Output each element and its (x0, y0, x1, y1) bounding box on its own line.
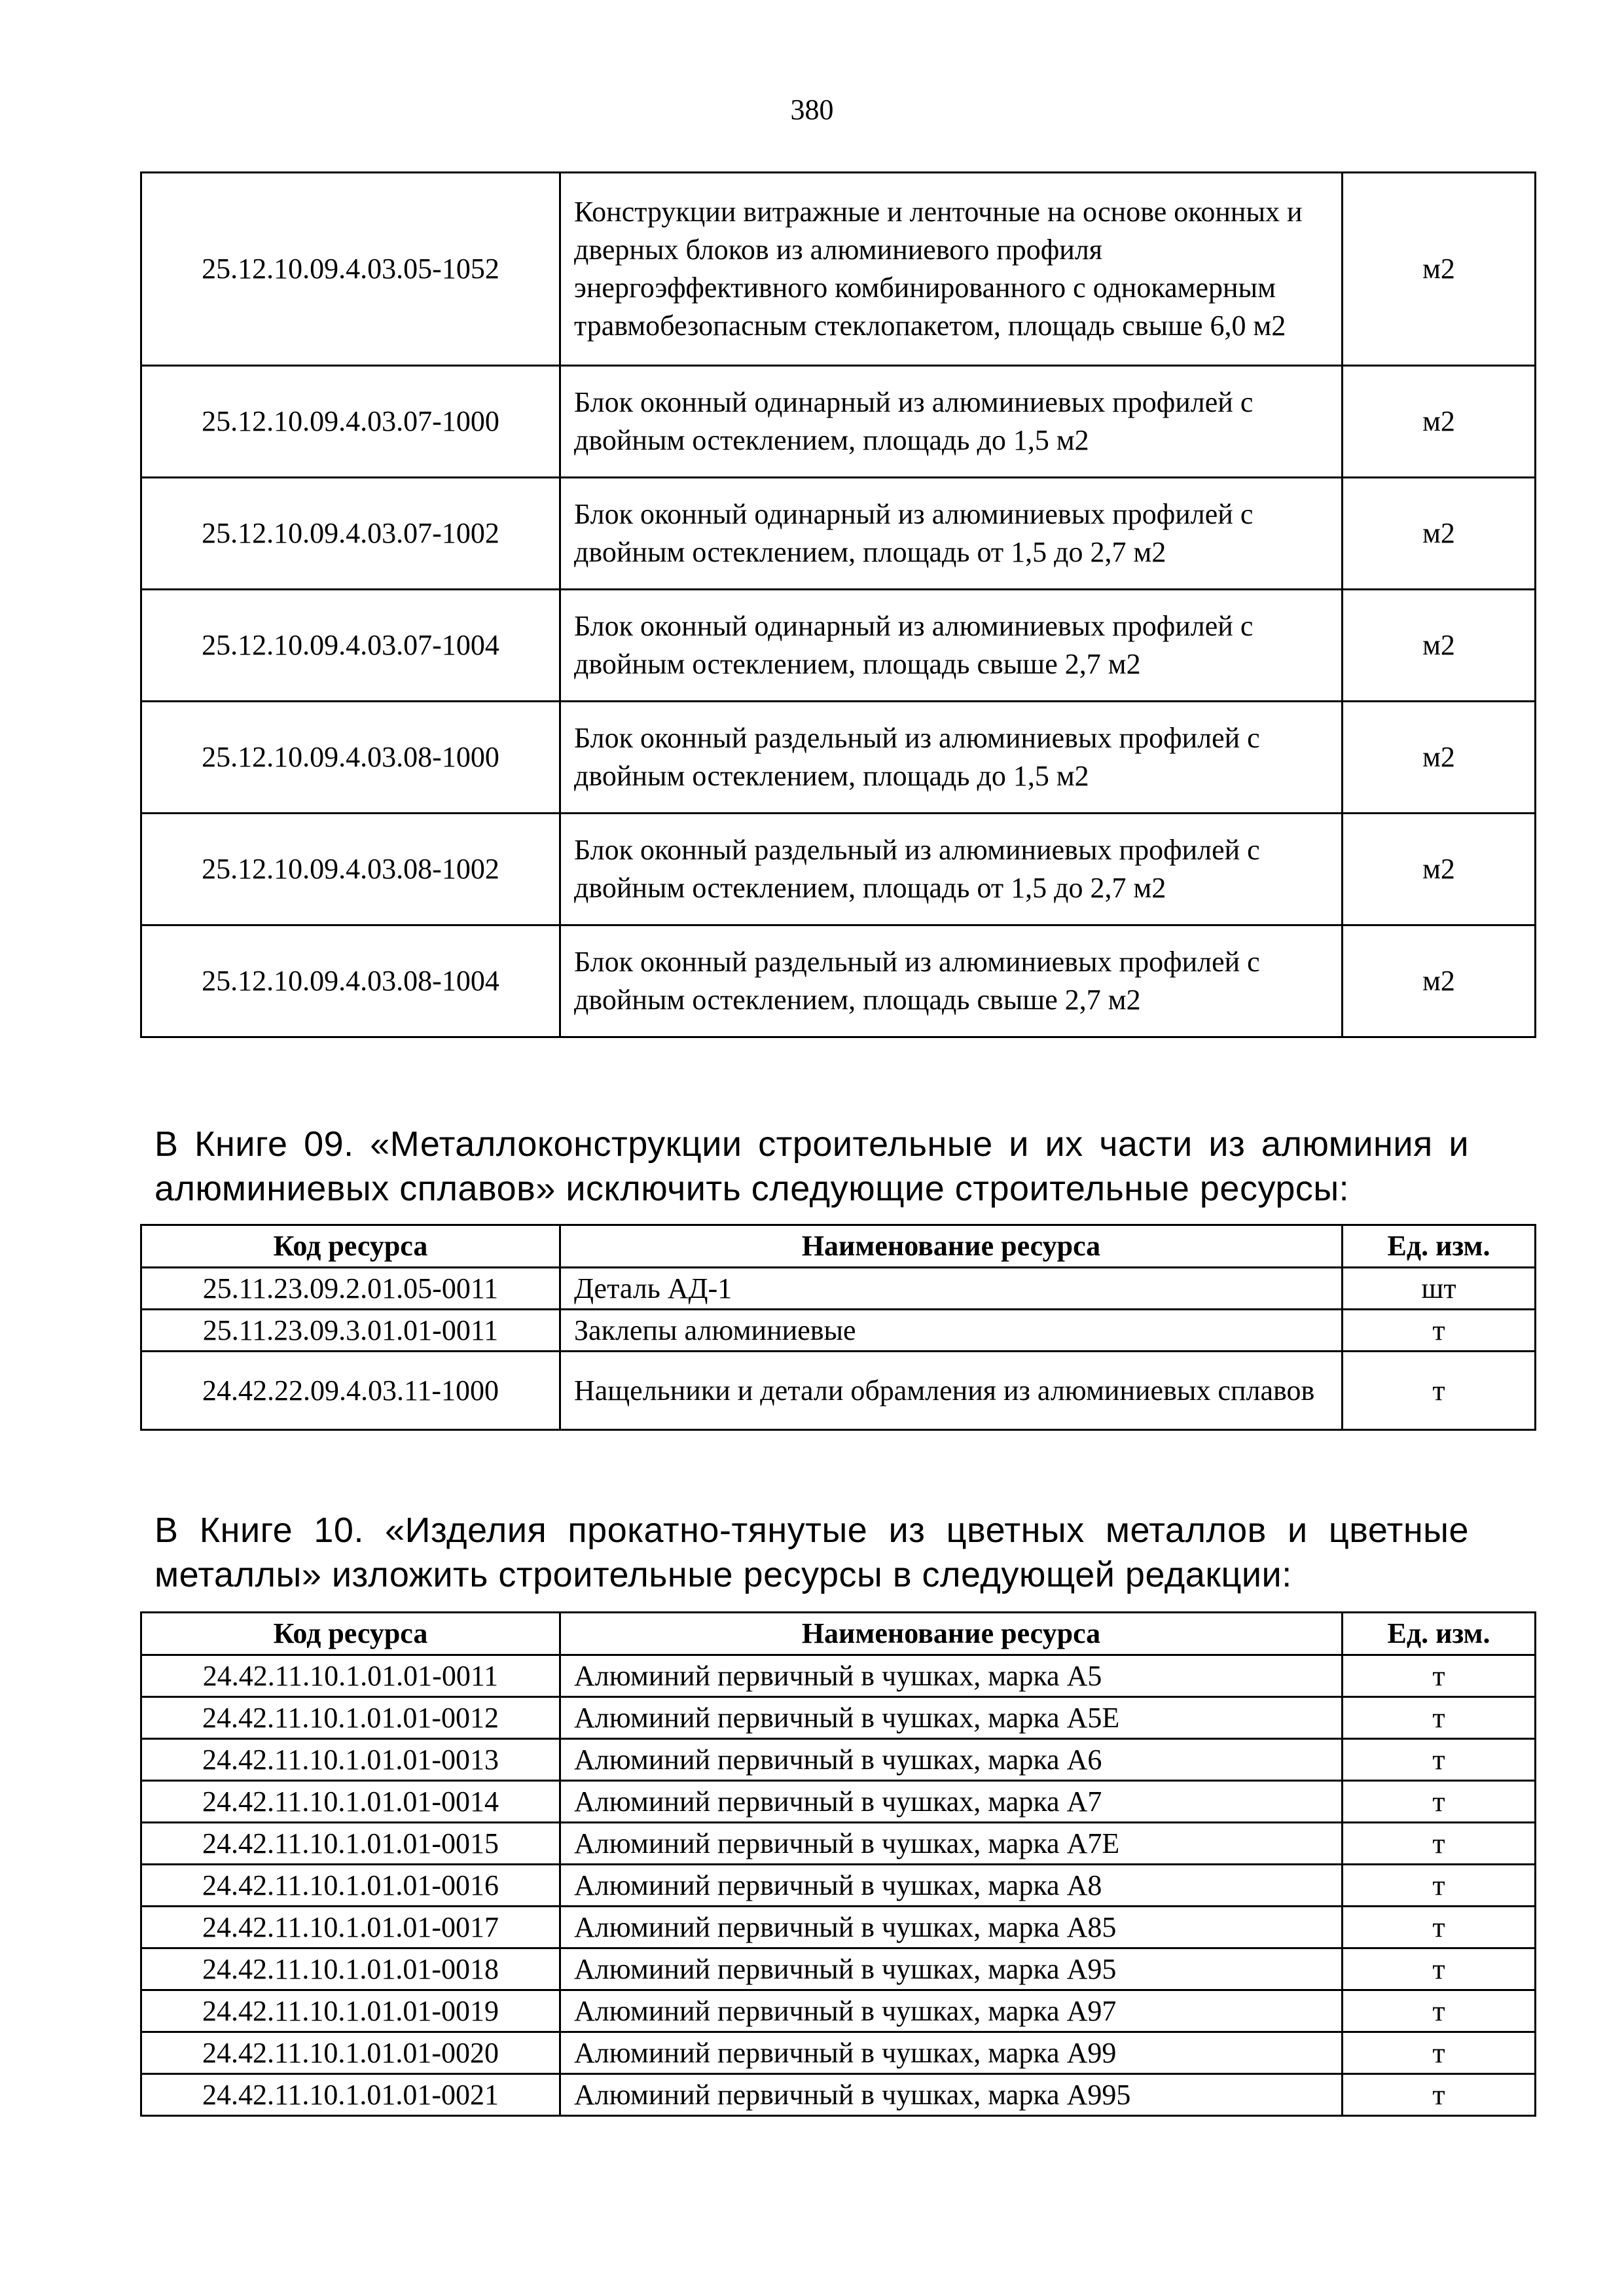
resource-unit: т (1343, 1823, 1536, 1865)
resource-code: 24.42.11.10.1.01.01-0016 (141, 1865, 560, 1907)
resource-code: 25.12.10.09.4.03.08-1002 (141, 814, 560, 925)
book-10-paragraph: В Книге 10. «Изделия прокатно-тянутые из цветных металлов и цветные металлы» изложить строительные ресурсы в следующей редакции: (154, 1511, 1469, 1594)
resource-code: 25.12.10.09.4.03.07-1000 (141, 366, 560, 478)
resource-name: Нащельники и детали обрамления из алюминиевых сплавов (560, 1352, 1343, 1430)
resource-name: Алюминий первичный в чушках, марка А995 (560, 2074, 1343, 2116)
resource-code: 24.42.11.10.1.01.01-0013 (141, 1739, 560, 1781)
resource-name: Блок оконный раздельный из алюминиевых профилей с двойным остеклением, площадь до 1,5 м2 (560, 702, 1343, 814)
table-row (141, 1697, 1536, 1739)
resource-unit: т (1343, 2032, 1536, 2074)
resource-name: Блок оконный одинарный из алюминиевых профилей с двойным остеклением, площадь от 1,5 до 2,7 м2 (560, 478, 1343, 590)
column-header-code: Код ресурса (141, 1225, 560, 1268)
table-row (141, 2032, 1536, 2074)
resource-name: Алюминий первичный в чушках, марка А8 (560, 1865, 1343, 1907)
column-header-code: Код ресурса (141, 1613, 560, 1655)
resource-unit: м2 (1343, 702, 1536, 814)
resource-unit: т (1343, 1990, 1536, 2032)
table-row (141, 1655, 1536, 1697)
resource-code: 24.42.11.10.1.01.01-0018 (141, 1948, 560, 1990)
resource-unit: т (1343, 1655, 1536, 1697)
resource-unit: т (1343, 2074, 1536, 2116)
resource-name: Деталь АД-1 (560, 1268, 1343, 1310)
column-header-unit: Ед. изм. (1343, 1225, 1536, 1268)
resource-unit: м2 (1343, 173, 1536, 366)
table-row (141, 1781, 1536, 1823)
resource-unit: т (1343, 1781, 1536, 1823)
resource-name: Блок оконный раздельный из алюминиевых профилей с двойным остеклением, площадь от 1,5 до 2,7 м2 (560, 814, 1343, 925)
book-09-paragraph: В Книге 09. «Металлоконструкции строительные и их части из алюминия и алюминиевых сплавов» исключить следующие строительные ресурсы: (154, 1124, 1469, 1208)
excluded-resources-table (140, 1224, 1536, 1431)
resource-unit: т (1343, 1697, 1536, 1739)
table-row (141, 1352, 1536, 1430)
resource-unit: м2 (1343, 478, 1536, 590)
table-row (141, 2074, 1536, 2116)
table-row (141, 1310, 1536, 1352)
resource-code: 25.11.23.09.3.01.01-0011 (141, 1310, 560, 1352)
table-row (141, 366, 1536, 478)
resource-name: Алюминий первичный в чушках, марка А95 (560, 1948, 1343, 1990)
resource-code: 25.11.23.09.2.01.05-0011 (141, 1268, 560, 1310)
resource-code: 25.12.10.09.4.03.05-1052 (141, 173, 560, 366)
table-row (141, 925, 1536, 1037)
resource-unit: м2 (1343, 925, 1536, 1037)
resource-name: Алюминий первичный в чушках, марка А99 (560, 2032, 1343, 2074)
table-row (141, 702, 1536, 814)
resource-unit: м2 (1343, 366, 1536, 478)
column-header-name: Наименование ресурса (560, 1613, 1343, 1655)
resource-code: 24.42.11.10.1.01.01-0017 (141, 1907, 560, 1948)
resource-unit: м2 (1343, 590, 1536, 702)
table-row (141, 1268, 1536, 1310)
table-row (141, 478, 1536, 590)
table-row (141, 1990, 1536, 2032)
resources-table-continued (140, 171, 1536, 1038)
resource-code: 24.42.11.10.1.01.01-0019 (141, 1990, 560, 2032)
resource-unit: т (1343, 1352, 1536, 1430)
resource-name: Конструкции витражные и ленточные на основе оконных и дверных блоков из алюминиевого профиля энергоэффективного комбинированного с однокамерным травмобезопасным стеклопакетом, площадь свыше 6,0 м2 (560, 173, 1343, 366)
table-row (141, 814, 1536, 925)
page-number: 380 (790, 94, 834, 126)
resource-code: 25.12.10.09.4.03.07-1002 (141, 478, 560, 590)
table-row (141, 1823, 1536, 1865)
table-row (141, 1907, 1536, 1948)
resource-code: 24.42.11.10.1.01.01-0015 (141, 1823, 560, 1865)
resource-name: Блок оконный раздельный из алюминиевых профилей с двойным остеклением, площадь свыше 2,7 м2 (560, 925, 1343, 1037)
revised-resources-table (140, 1611, 1536, 2117)
resource-name: Блок оконный одинарный из алюминиевых профилей с двойным остеклением, площадь до 1,5 м2 (560, 366, 1343, 478)
resource-code: 24.42.11.10.1.01.01-0012 (141, 1697, 560, 1739)
resource-unit: т (1343, 1907, 1536, 1948)
resource-name: Алюминий первичный в чушках, марка А5 (560, 1655, 1343, 1697)
table-row (141, 1948, 1536, 1990)
resource-unit: т (1343, 1739, 1536, 1781)
resource-unit: шт (1343, 1268, 1536, 1310)
table-header-row (141, 1225, 1536, 1268)
column-header-name: Наименование ресурса (560, 1225, 1343, 1268)
resource-code: 24.42.22.09.4.03.11-1000 (141, 1352, 560, 1430)
resource-code: 25.12.10.09.4.03.08-1004 (141, 925, 560, 1037)
resource-name: Алюминий первичный в чушках, марка А5Е (560, 1697, 1343, 1739)
resource-name: Алюминий первичный в чушках, марка А6 (560, 1739, 1343, 1781)
resource-name: Алюминий первичный в чушках, марка А97 (560, 1990, 1343, 2032)
table-header-row (141, 1613, 1536, 1655)
resource-name: Алюминий первичный в чушках, марка А7 (560, 1781, 1343, 1823)
resource-unit: т (1343, 1948, 1536, 1990)
resource-name: Алюминий первичный в чушках, марка А85 (560, 1907, 1343, 1948)
column-header-unit: Ед. изм. (1343, 1613, 1536, 1655)
resource-name: Заклепы алюминиевые (560, 1310, 1343, 1352)
resource-code: 25.12.10.09.4.03.07-1004 (141, 590, 560, 702)
table-row (141, 590, 1536, 702)
resource-code: 24.42.11.10.1.01.01-0021 (141, 2074, 560, 2116)
resource-code: 24.42.11.10.1.01.01-0020 (141, 2032, 560, 2074)
resource-unit: м2 (1343, 814, 1536, 925)
table-row (141, 173, 1536, 366)
resource-code: 24.42.11.10.1.01.01-0014 (141, 1781, 560, 1823)
table-row (141, 1865, 1536, 1907)
resource-name: Блок оконный одинарный из алюминиевых профилей с двойным остеклением, площадь свыше 2,7 м2 (560, 590, 1343, 702)
resource-code: 24.42.11.10.1.01.01-0011 (141, 1655, 560, 1697)
resource-unit: т (1343, 1310, 1536, 1352)
resource-name: Алюминий первичный в чушках, марка А7Е (560, 1823, 1343, 1865)
table-row (141, 1739, 1536, 1781)
resource-unit: т (1343, 1865, 1536, 1907)
resource-code: 25.12.10.09.4.03.08-1000 (141, 702, 560, 814)
